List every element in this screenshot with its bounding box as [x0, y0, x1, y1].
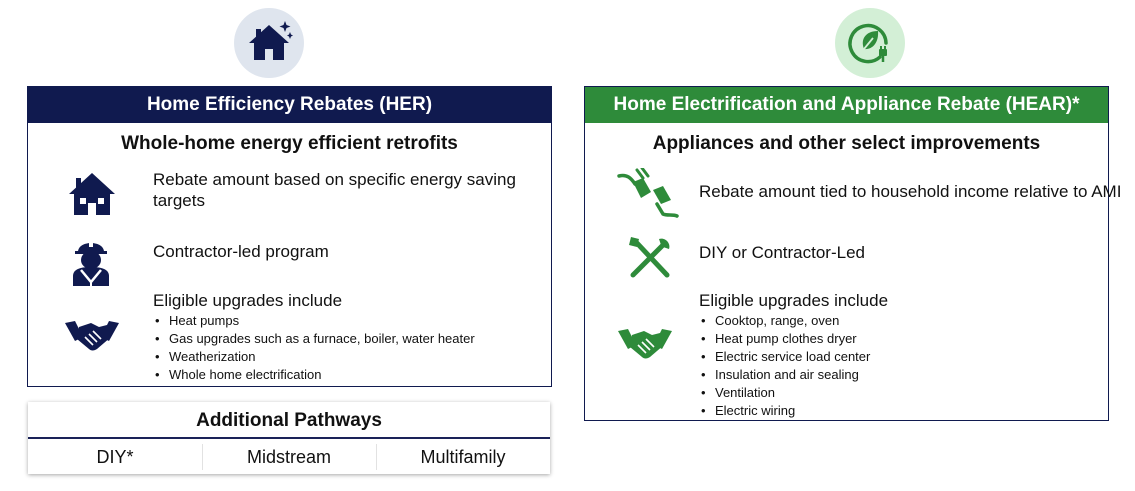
handshake-icon	[62, 315, 122, 355]
list-item: • Heat pump clothes dryer	[699, 330, 870, 348]
plug-icon	[615, 167, 681, 219]
pathways-title: Additional Pathways	[196, 410, 382, 431]
her-subtitle: Whole-home energy efficient retrofits	[121, 133, 458, 154]
handshake-icon	[615, 323, 675, 363]
her-row-3-text: Eligible upgrades include	[153, 291, 343, 310]
her-row-2-text: Contractor-led program	[153, 242, 329, 261]
her-header: Home Efficiency Rebates (HER)	[28, 87, 551, 123]
hear-row-2-text: DIY or Contractor-Led	[699, 243, 865, 262]
hear-bullet-list	[699, 312, 870, 420]
list-item: • Heat pumps	[153, 312, 475, 330]
list-item: • Gas upgrades such as a furnace, boiler, water heater	[153, 330, 475, 348]
contractor-icon	[66, 233, 116, 287]
hear-row-1-text: Rebate amount tied to household income relative to AMI	[699, 182, 1122, 201]
hear-badge	[835, 8, 905, 78]
list-item: • Electric service load center	[699, 348, 870, 366]
house-sparkle-icon	[245, 19, 293, 68]
list-item: • Weatherization	[153, 348, 475, 366]
list-item: • Whole home electrification	[153, 366, 475, 384]
list-item: • Insulation and air sealing	[699, 366, 870, 384]
list-item: • Cooktop, range, oven	[699, 312, 870, 330]
house-icon	[64, 169, 120, 219]
list-item: • Electric wiring	[699, 402, 870, 420]
list-item: • Ventilation	[699, 384, 870, 402]
hear-row-3-text: Eligible upgrades include	[699, 291, 889, 310]
additional-pathways-box	[28, 402, 550, 474]
pathway-multifamily: Multifamily	[420, 446, 506, 467]
pathway-midstream: Midstream	[246, 446, 331, 467]
tools-icon	[625, 233, 675, 283]
her-badge	[234, 8, 304, 78]
hear-header: Home Electrification and Appliance Rebate (HEAR)*	[585, 87, 1108, 123]
her-row-1-text: Rebate amount based on specific energy saving targets	[153, 170, 516, 210]
hear-panel	[584, 86, 1122, 421]
her-bullet-list	[153, 312, 475, 384]
her-panel	[27, 86, 552, 387]
leaf-plug-icon	[846, 17, 894, 70]
hear-subtitle: Appliances and other select improvements	[652, 133, 1041, 154]
pathway-diy: DIY*	[96, 446, 134, 467]
pathways-divider	[28, 437, 550, 439]
